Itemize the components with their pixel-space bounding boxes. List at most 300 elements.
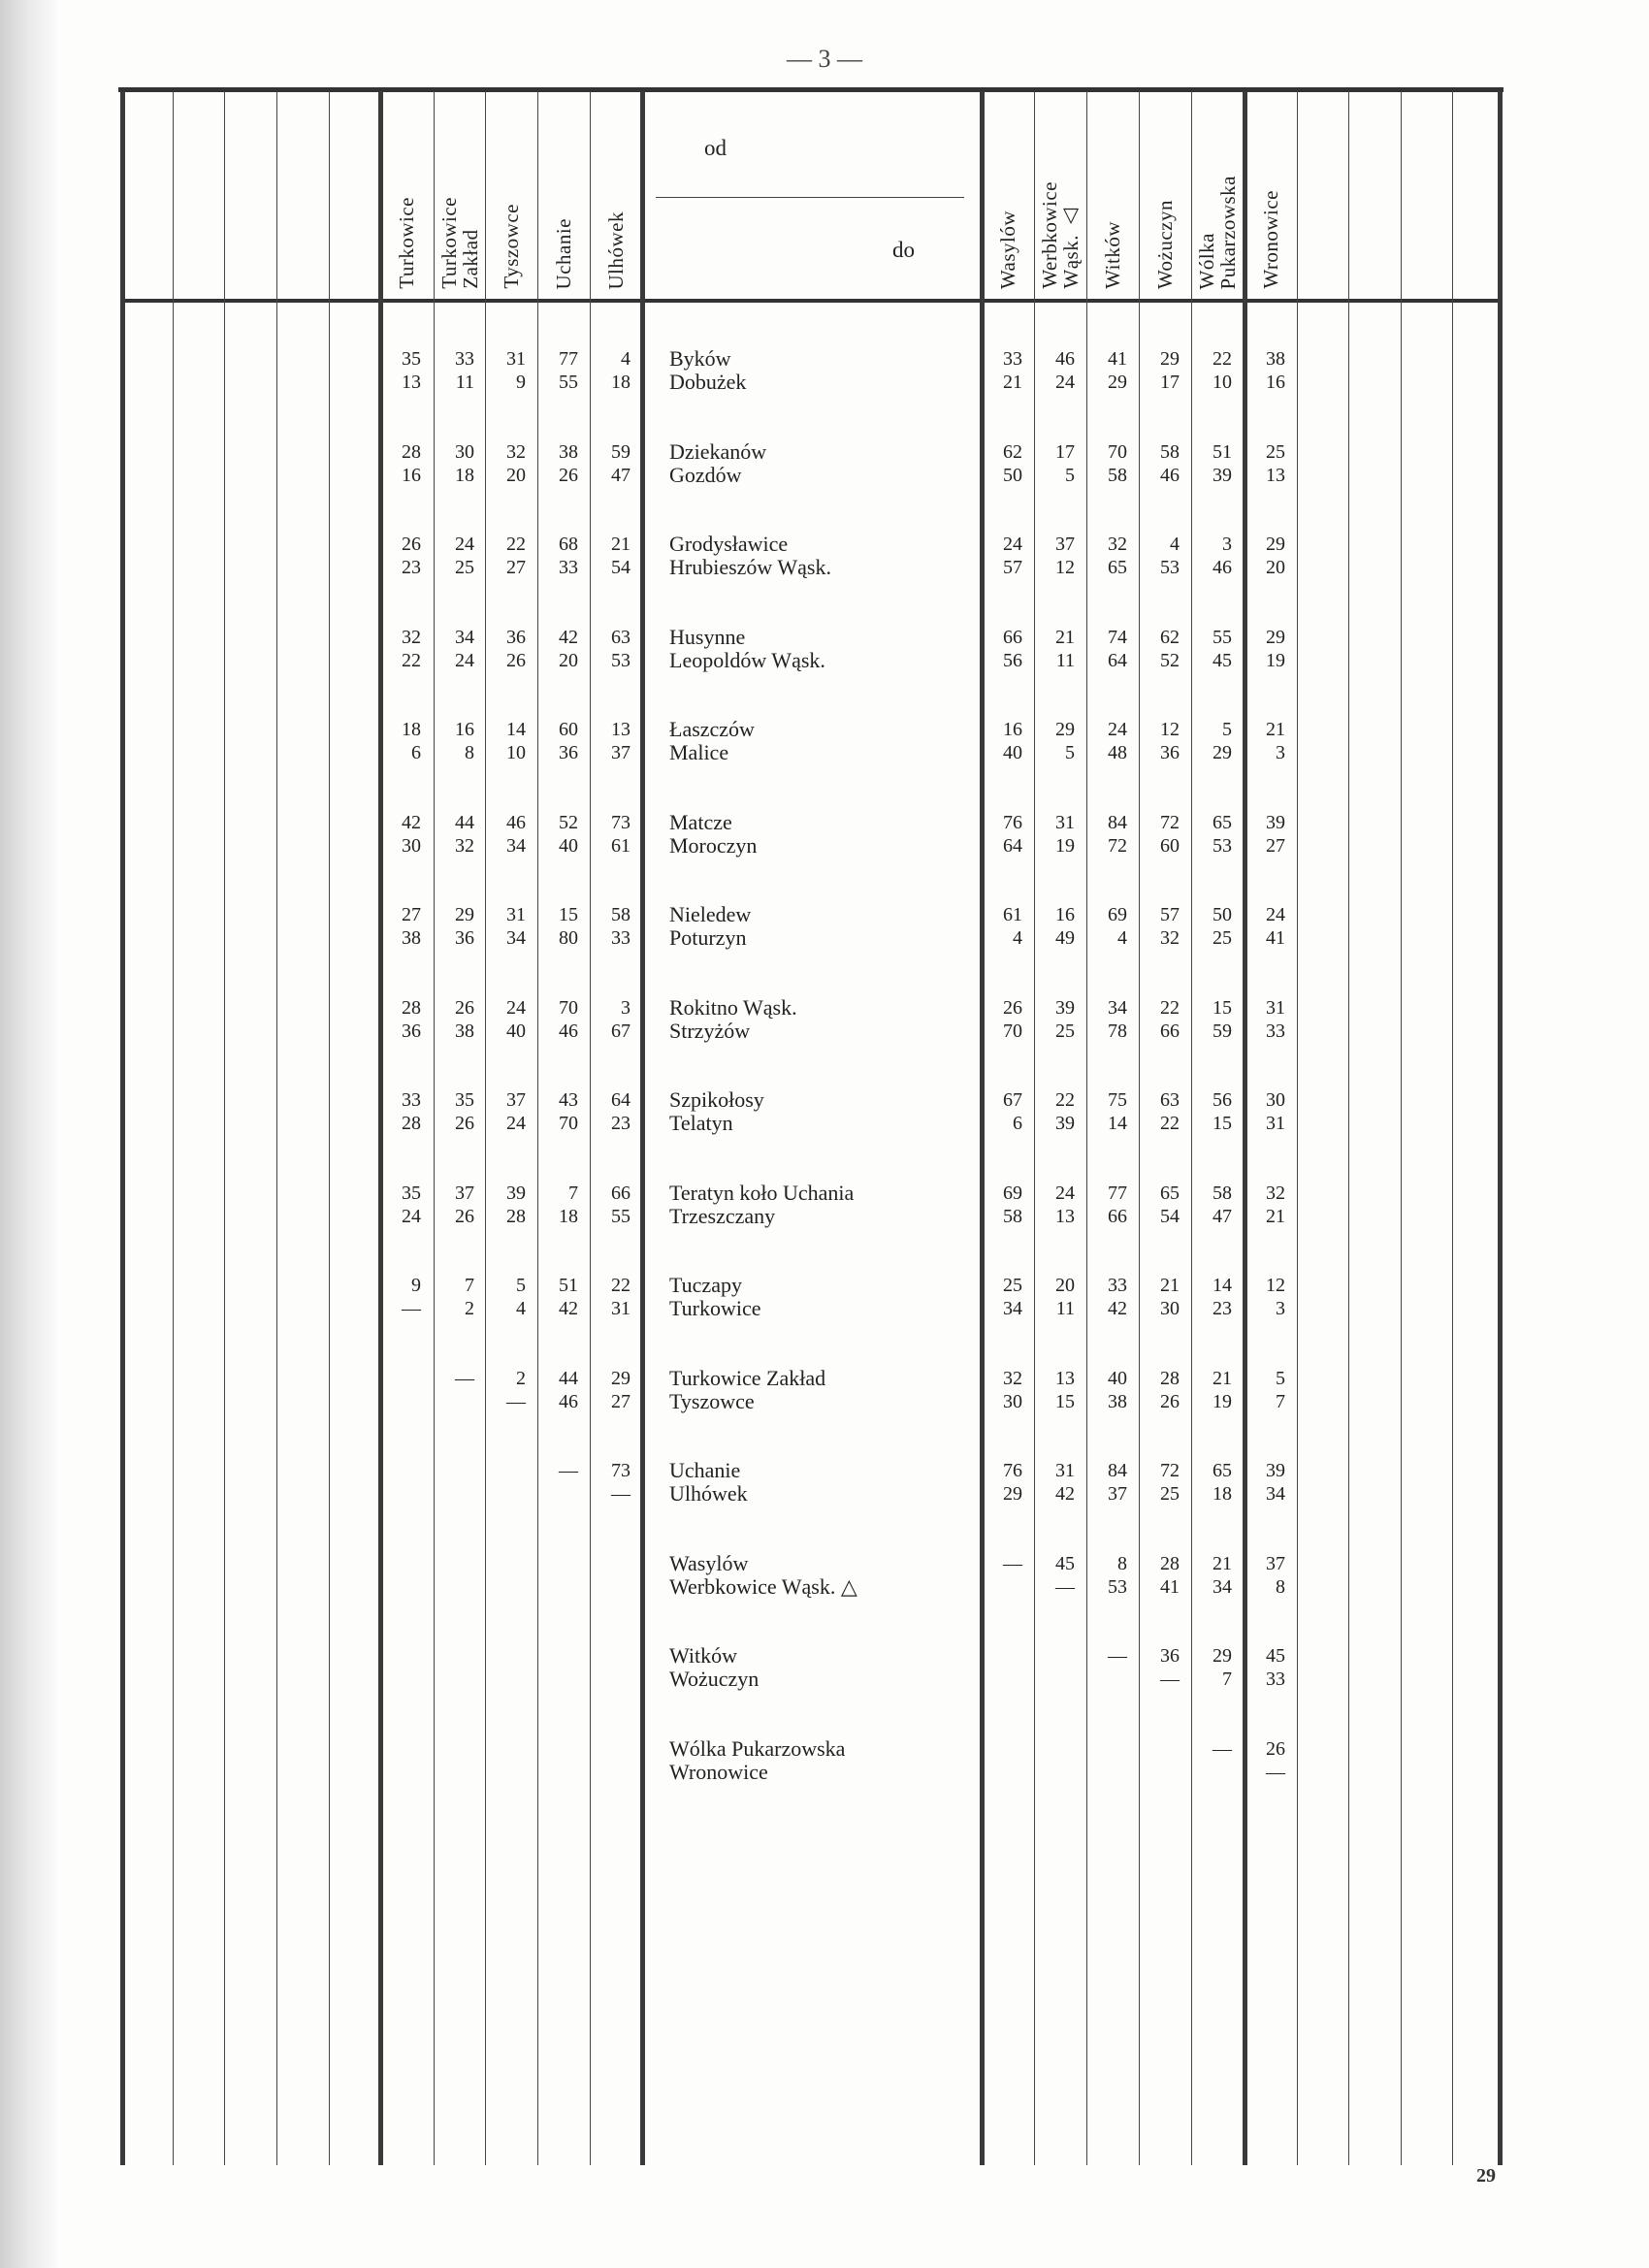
distance-cell: —	[1108, 1645, 1127, 1667]
distance-cell: 33	[1003, 348, 1022, 370]
place-name: Wronowice	[669, 1759, 768, 1784]
distance-cell: 77	[1108, 1182, 1127, 1204]
distance-cell: 8	[1276, 1575, 1285, 1598]
distance-cell: 51	[559, 1275, 578, 1296]
distance-cell: 20	[1055, 1275, 1075, 1296]
distance-cell: 22	[402, 649, 421, 671]
distance-cell: 47	[1212, 1205, 1232, 1227]
table-row-group	[0, 440, 1649, 499]
distance-cell: 4	[1117, 927, 1127, 949]
distance-cell: 29	[1266, 534, 1285, 555]
distance-cell: 21	[1266, 1205, 1285, 1227]
distance-cell: 23	[1212, 1298, 1232, 1319]
distance-cell: 53	[1108, 1575, 1127, 1598]
column-header-label: Turkowice Zakład	[437, 197, 482, 289]
distance-cell: 46	[1160, 464, 1180, 486]
distance-cell: 35	[402, 348, 421, 370]
distance-cell: 26	[402, 534, 421, 555]
distance-cell: 61	[611, 834, 630, 857]
distance-cell: 65	[1212, 811, 1232, 833]
distance-cell: 4	[1013, 927, 1022, 949]
distance-cell: 12	[1160, 719, 1180, 740]
distance-cell: 21	[1212, 1552, 1232, 1574]
distance-cell: 50	[1003, 464, 1022, 486]
distance-cell: 18	[559, 1205, 578, 1227]
distance-cell: 22	[1160, 1113, 1180, 1134]
place-name: Malice	[669, 740, 729, 764]
distance-cell: 31	[1055, 811, 1075, 833]
distance-cell: 42	[1055, 1483, 1075, 1505]
table-row-group	[0, 533, 1649, 591]
distance-cell: 31	[611, 1298, 630, 1319]
distance-cell: 32	[1108, 534, 1127, 555]
distance-cell: 21	[1266, 719, 1285, 740]
distance-cell: 68	[559, 534, 578, 555]
distance-cell: 55	[611, 1205, 630, 1227]
distance-cell: 20	[1266, 557, 1285, 578]
distance-cell: 53	[1212, 834, 1232, 857]
distance-cell: 48	[1108, 742, 1127, 763]
distance-cell: 31	[1266, 1113, 1285, 1134]
distance-cell: 31	[1055, 1460, 1075, 1481]
distance-cell: 41	[1160, 1575, 1180, 1598]
distance-cell: 43	[559, 1089, 578, 1111]
place-name: Byków	[669, 346, 731, 371]
distance-cell: 36	[559, 742, 578, 763]
distance-cell: —	[1055, 1575, 1075, 1598]
distance-cell: —	[402, 1298, 421, 1319]
distance-cell: 46	[1212, 557, 1232, 578]
distance-cell: 8	[465, 742, 474, 763]
distance-cell: 19	[1212, 1390, 1232, 1412]
column-header-label: Wożuczyn	[1153, 199, 1177, 289]
column-header-label: Wasylów	[996, 210, 1019, 289]
distance-cell: 26	[1003, 996, 1022, 1019]
distance-cell: 3	[621, 996, 630, 1019]
distance-cell: 56	[1003, 649, 1022, 671]
distance-cell: 24	[1266, 904, 1285, 925]
distance-cell: 15	[559, 904, 578, 925]
distance-cell: 33	[1108, 1275, 1127, 1296]
distance-cell: 64	[1108, 649, 1127, 671]
place-name: Trzeszczany	[669, 1203, 776, 1228]
distance-cell: 29	[611, 1367, 630, 1389]
distance-cell: 26	[559, 464, 578, 486]
distance-cell: 42	[1108, 1298, 1127, 1319]
distance-cell: 37	[1055, 534, 1075, 555]
distance-cell: 6	[1013, 1113, 1022, 1134]
distance-cell: 15	[1212, 996, 1232, 1019]
distance-cell: 46	[559, 1020, 578, 1042]
distance-cell: 70	[1108, 440, 1127, 463]
distance-cell: 55	[559, 372, 578, 393]
right-column-header	[1191, 95, 1244, 289]
distance-cell: 33	[611, 927, 630, 949]
distance-cell: 5	[1065, 464, 1075, 486]
table-row-group	[0, 718, 1649, 776]
distance-cell: 26	[1266, 1737, 1285, 1760]
distance-cell: 24	[455, 649, 474, 671]
distance-cell: 24	[506, 1113, 526, 1134]
distance-cell: 32	[506, 440, 526, 463]
distance-cell: —	[559, 1460, 578, 1481]
distance-cell: 54	[1160, 1205, 1180, 1227]
distance-cell: 50	[1212, 904, 1232, 925]
distance-cell: 46	[559, 1390, 578, 1412]
distance-cell: —	[1003, 1552, 1022, 1574]
distance-cell: 2	[516, 1367, 526, 1389]
distance-cell: 18	[611, 372, 630, 393]
distance-cell: 18	[402, 719, 421, 740]
column-header-label: Turkowice	[395, 197, 418, 289]
place-name: Dziekanów	[669, 438, 767, 464]
page-header: — 3 —	[787, 45, 862, 73]
distance-cell: 22	[611, 1275, 630, 1296]
distance-cell: —	[506, 1390, 526, 1412]
distance-cell: 27	[611, 1390, 630, 1412]
distance-cell: 26	[1160, 1390, 1180, 1412]
distance-cell: 36	[1160, 1645, 1180, 1667]
distance-cell: 33	[402, 1089, 421, 1111]
distance-cell: 53	[611, 649, 630, 671]
distance-cell: 58	[1212, 1182, 1232, 1204]
distance-cell: 30	[1003, 1390, 1022, 1412]
distance-cell: 11	[1055, 649, 1075, 671]
column-header-label: Uchanie	[552, 217, 575, 289]
distance-cell: 5	[516, 1275, 526, 1296]
distance-cell: 40	[559, 834, 578, 857]
distance-cell: 55	[1212, 626, 1232, 648]
distance-cell: 62	[1003, 440, 1022, 463]
distance-cell: 64	[611, 1089, 630, 1111]
distance-cell: 39	[1212, 464, 1232, 486]
distance-cell: —	[1212, 1737, 1232, 1760]
place-name: Gozdów	[669, 462, 742, 487]
distance-cell: 30	[402, 834, 421, 857]
distance-cell: 16	[1055, 904, 1075, 925]
distance-cell: 70	[559, 996, 578, 1019]
distance-cell: 24	[1055, 372, 1075, 393]
distance-cell: 16	[455, 719, 474, 740]
distance-cell: 38	[402, 927, 421, 949]
distance-cell: 41	[1108, 348, 1127, 370]
distance-cell: 21	[611, 534, 630, 555]
distance-cell: 59	[611, 440, 630, 463]
distance-cell: 26	[455, 1205, 474, 1227]
distance-cell: 30	[1266, 1089, 1285, 1111]
distance-cell: 28	[402, 996, 421, 1019]
distance-cell: 34	[506, 834, 526, 857]
distance-cell: 31	[506, 904, 526, 925]
right-column-header	[1086, 95, 1139, 289]
distance-cell: 75	[1108, 1089, 1127, 1111]
table-row-group	[0, 1552, 1649, 1610]
distance-cell: 35	[402, 1182, 421, 1204]
distance-cell: 46	[506, 811, 526, 833]
page-number: 29	[1476, 2165, 1496, 2187]
column-header-label: Witków	[1101, 221, 1124, 289]
distance-cell: 29	[455, 904, 474, 925]
distance-cell: 37	[455, 1182, 474, 1204]
distance-cell: 45	[1055, 1552, 1075, 1574]
distance-cell: 36	[402, 1020, 421, 1042]
distance-cell: 41	[1266, 927, 1285, 949]
distance-cell: 34	[1003, 1298, 1022, 1319]
distance-cell: 63	[1160, 1089, 1180, 1111]
distance-cell: 58	[1108, 464, 1127, 486]
distance-cell: 76	[1003, 1460, 1022, 1481]
distance-cell: 17	[1055, 440, 1075, 463]
left-column-header	[380, 95, 433, 289]
distance-cell: 72	[1160, 811, 1180, 833]
distance-cell: 11	[455, 372, 474, 393]
distance-cell: 16	[1266, 372, 1285, 393]
distance-cell: 24	[1003, 534, 1022, 555]
distance-cell: 3	[1276, 742, 1285, 763]
distance-cell: 26	[506, 649, 526, 671]
distance-cell: 58	[1003, 1205, 1022, 1227]
od-label: od	[704, 136, 727, 160]
distance-cell: 28	[402, 1113, 421, 1134]
distance-cell: 58	[1160, 440, 1180, 463]
distance-cell: 65	[1108, 557, 1127, 578]
distance-cell: 13	[402, 372, 421, 393]
place-name: Witków	[669, 1643, 737, 1668]
distance-cell: 24	[402, 1205, 421, 1227]
table-row-group	[0, 347, 1649, 405]
table-row-group	[0, 811, 1649, 869]
place-name: Tyszowce	[669, 1388, 755, 1413]
distance-cell: 25	[1266, 440, 1285, 463]
distance-cell: 70	[559, 1113, 578, 1134]
distance-cell: 21	[1055, 626, 1075, 648]
distance-cell: 13	[1055, 1205, 1075, 1227]
distance-cell: 14	[1108, 1113, 1127, 1134]
distance-cell: 65	[1160, 1182, 1180, 1204]
distance-cell: 33	[1266, 1020, 1285, 1042]
distance-cell: 67	[611, 1020, 630, 1042]
table-row-group	[0, 1644, 1649, 1702]
distance-cell: 25	[1160, 1483, 1180, 1505]
distance-cell: 42	[402, 811, 421, 833]
column-header-label: Werbkowice Wąsk. △	[1038, 181, 1083, 289]
distance-cell: 66	[1108, 1205, 1127, 1227]
distance-cell: 22	[506, 534, 526, 555]
right-column-header	[1245, 95, 1297, 289]
distance-cell: 16	[402, 464, 421, 486]
distance-cell: 23	[611, 1113, 630, 1134]
distance-cell: 61	[1003, 904, 1022, 925]
distance-cell: 36	[506, 626, 526, 648]
distance-cell: 38	[1266, 348, 1285, 370]
distance-cell: 3	[1276, 1298, 1285, 1319]
distance-cell: 34	[455, 626, 474, 648]
place-name: Szpikołosy	[669, 1087, 764, 1112]
distance-cell: 7	[1276, 1390, 1285, 1412]
distance-cell: 46	[1055, 348, 1075, 370]
distance-cell: 19	[1055, 834, 1075, 857]
distance-cell: 32	[1160, 927, 1180, 949]
distance-cell: 39	[1266, 1460, 1285, 1481]
distance-cell: 28	[1160, 1367, 1180, 1389]
distance-cell: 5	[1222, 719, 1232, 740]
distance-cell: 28	[1160, 1552, 1180, 1574]
distance-cell: 45	[1266, 1645, 1285, 1667]
distance-cell: 39	[1055, 1113, 1075, 1134]
place-name: Leopoldów Wąsk.	[669, 647, 825, 672]
distance-cell: 3	[1222, 534, 1232, 555]
distance-cell: 25	[1055, 1020, 1075, 1042]
distance-cell: 5	[1276, 1367, 1285, 1389]
distance-cell: 13	[1266, 464, 1285, 486]
distance-cell: 44	[455, 811, 474, 833]
distance-cell: 11	[1055, 1298, 1075, 1319]
place-name: Uchanie	[669, 1458, 741, 1482]
distance-cell: 17	[1160, 372, 1180, 393]
place-name: Nieledew	[669, 902, 752, 926]
distance-cell: 7	[1222, 1669, 1232, 1690]
distance-cell: 25	[455, 557, 474, 578]
place-name: Teratyn koło Uchania	[669, 1180, 855, 1205]
distance-cell: 52	[1160, 649, 1180, 671]
distance-cell: 78	[1108, 1020, 1127, 1042]
distance-cell: 24	[1055, 1182, 1075, 1204]
right-column-header	[982, 95, 1034, 289]
distance-cell: 4	[1170, 534, 1180, 555]
distance-cell: 29	[1212, 1645, 1232, 1667]
table-row-group	[0, 1088, 1649, 1147]
distance-cell: 24	[455, 534, 474, 555]
distance-cell: 22	[1160, 996, 1180, 1019]
distance-cell: 4	[621, 348, 630, 370]
distance-cell: 38	[455, 1020, 474, 1042]
distance-cell: 2	[465, 1298, 474, 1319]
distance-cell: 14	[506, 719, 526, 740]
distance-cell: 31	[506, 348, 526, 370]
distance-cell: 39	[1266, 811, 1285, 833]
distance-cell: 7	[568, 1182, 578, 1204]
distance-cell: 25	[1212, 927, 1232, 949]
distance-cell: 25	[1003, 1275, 1022, 1296]
distance-cell: 52	[559, 811, 578, 833]
distance-cell: 64	[1003, 834, 1022, 857]
place-name: Wożuczyn	[669, 1667, 760, 1691]
place-name: Tuczapy	[669, 1273, 742, 1297]
distance-cell: 24	[506, 996, 526, 1019]
distance-cell: 29	[1055, 719, 1075, 740]
place-name: Dobużek	[669, 370, 747, 394]
table-row-group	[0, 1459, 1649, 1517]
place-name: Werbkowice Wąsk. △	[669, 1573, 857, 1599]
distance-cell: 70	[1003, 1020, 1022, 1042]
distance-cell: 34	[1212, 1575, 1232, 1598]
place-name: Grodysławice	[669, 532, 789, 556]
table-row-group	[0, 996, 1649, 1054]
distance-cell: 84	[1108, 1460, 1127, 1481]
distance-cell: 14	[1212, 1275, 1232, 1296]
distance-cell: 69	[1003, 1182, 1022, 1204]
distance-cell: 72	[1108, 834, 1127, 857]
distance-cell: 18	[1212, 1483, 1232, 1505]
place-name: Turkowice	[669, 1296, 761, 1320]
distance-cell: 62	[1160, 626, 1180, 648]
distance-cell: 15	[1055, 1390, 1075, 1412]
distance-cell: 66	[1003, 626, 1022, 648]
distance-cell: 74	[1108, 626, 1127, 648]
table-row-group	[0, 1182, 1649, 1240]
left-column-header	[537, 95, 590, 289]
distance-cell: 34	[506, 927, 526, 949]
table-row-group	[0, 903, 1649, 961]
place-name: Telatyn	[669, 1111, 733, 1135]
distance-cell: 76	[1003, 811, 1022, 833]
distance-cell: 6	[411, 742, 421, 763]
header-bottom-rule	[124, 299, 1498, 303]
distance-cell: —	[1266, 1761, 1285, 1783]
distance-cell: 24	[1108, 719, 1127, 740]
distance-cell: 37	[611, 742, 630, 763]
place-name: Ulhówek	[669, 1481, 748, 1506]
place-name: Wasylów	[669, 1550, 749, 1575]
distance-cell: 77	[559, 348, 578, 370]
distance-cell: 67	[1003, 1089, 1022, 1111]
left-column-header	[434, 95, 486, 289]
distance-cell: 32	[455, 834, 474, 857]
column-header-label: Wronowice	[1259, 190, 1282, 289]
distance-cell: 45	[1212, 649, 1232, 671]
distance-cell: 36	[455, 927, 474, 949]
distance-cell: 54	[611, 557, 630, 578]
place-name: Wólka Pukarzowska	[669, 1735, 846, 1761]
distance-cell: —	[455, 1367, 474, 1389]
column-header-label: Ulhówek	[604, 211, 628, 289]
distance-cell: 69	[1108, 904, 1127, 925]
distance-cell: 18	[455, 464, 474, 486]
distance-cell: 37	[1108, 1483, 1127, 1505]
distance-cell: 66	[611, 1182, 630, 1204]
distance-cell: 27	[402, 904, 421, 925]
distance-cell: 26	[455, 996, 474, 1019]
distance-cell: 72	[1160, 1460, 1180, 1481]
distance-cell: 53	[1160, 557, 1180, 578]
distance-cell: 15	[1212, 1113, 1232, 1134]
distance-cell: —	[1160, 1669, 1180, 1690]
distance-cell: 36	[1160, 742, 1180, 763]
distance-cell: 38	[1108, 1390, 1127, 1412]
distance-cell: 31	[1266, 996, 1285, 1019]
distance-cell: 27	[1266, 834, 1285, 857]
distance-cell: 39	[506, 1182, 526, 1204]
place-name: Strzyżów	[669, 1018, 751, 1043]
distance-cell: 23	[402, 557, 421, 578]
distance-cell: —	[611, 1483, 630, 1505]
distance-cell: 7	[465, 1275, 474, 1296]
left-column-header	[485, 95, 537, 289]
distance-cell: 73	[611, 1460, 630, 1481]
distance-cell: 21	[1160, 1275, 1180, 1296]
distance-cell: 12	[1055, 557, 1075, 578]
distance-cell: 20	[559, 649, 578, 671]
distance-cell: 5	[1065, 742, 1075, 763]
distance-cell: 60	[559, 719, 578, 740]
distance-cell: 10	[506, 742, 526, 763]
do-label: do	[892, 238, 915, 262]
left-column-header	[590, 95, 642, 289]
table-top-rule	[118, 87, 1504, 92]
place-name: Moroczyn	[669, 832, 758, 858]
distance-cell: 13	[1055, 1367, 1075, 1389]
distance-cell: 22	[1212, 348, 1232, 370]
